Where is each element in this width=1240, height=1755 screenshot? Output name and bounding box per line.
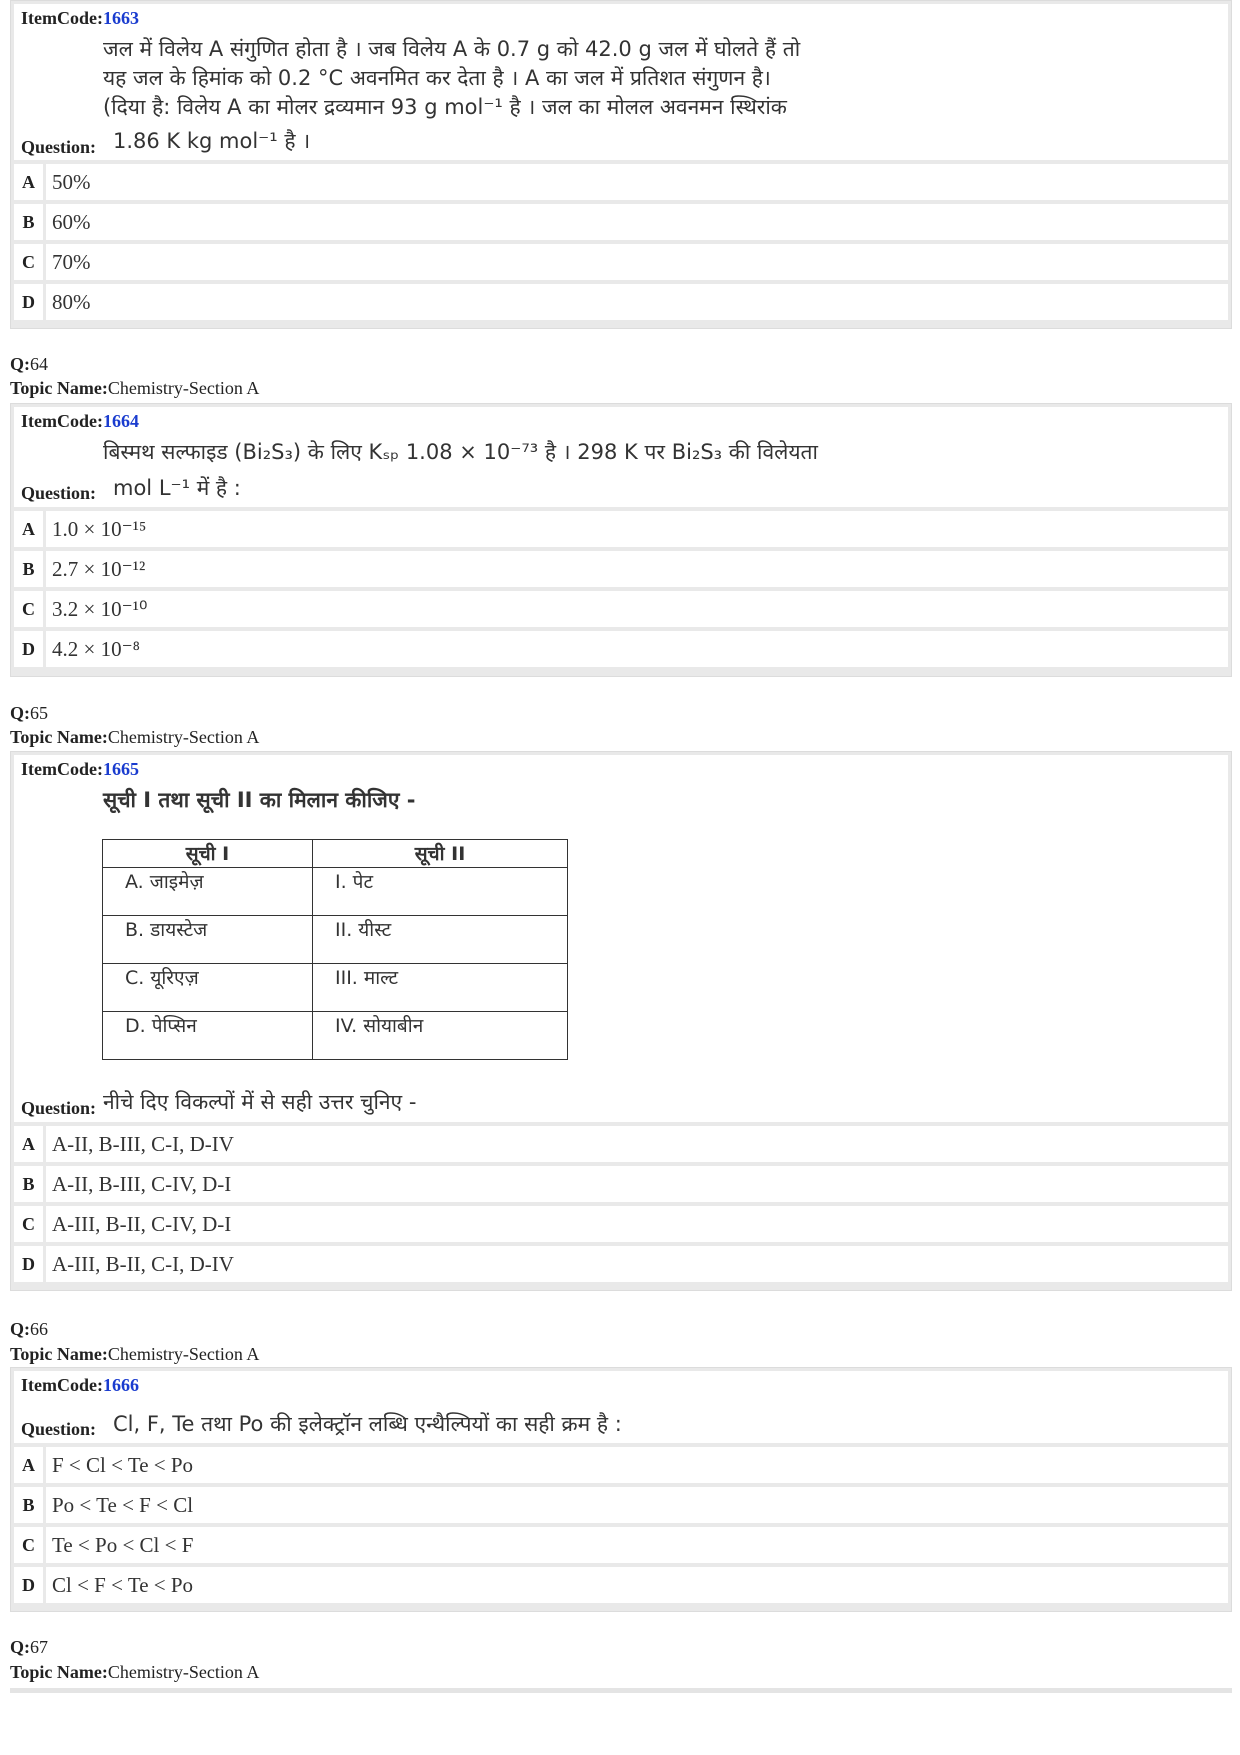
option-text: A-III, B-II, C-I, D-IV <box>46 1246 1228 1282</box>
option-c[interactable] <box>14 1527 1228 1563</box>
option-d[interactable] <box>14 1567 1228 1603</box>
topic-name: Topic Name:Chemistry-Section A <box>10 1344 260 1364</box>
question-line: 1.86 K kg mol⁻¹ है । <box>113 129 311 153</box>
option-d[interactable] <box>14 284 1228 320</box>
match-cell: D. पेप्सिन <box>103 1012 313 1060</box>
question-cell <box>14 407 1228 507</box>
option-text: F < Cl < Te < Po <box>46 1447 1228 1483</box>
option-text: A-III, B-II, C-IV, D-I <box>46 1206 1228 1242</box>
option-text: A-II, B-III, C-I, D-IV <box>46 1126 1228 1162</box>
option-letter: D <box>14 1567 43 1603</box>
match-heading: सूची I तथा सूची II का मिलान कीजिए - <box>103 788 416 812</box>
match-cell: IV. सोयाबीन <box>313 1012 568 1060</box>
option-letter: D <box>14 284 43 320</box>
question-number: Q:66 <box>10 1319 48 1339</box>
option-text: 80% <box>46 284 1228 320</box>
question-card-63 <box>10 0 1232 329</box>
question-card-65 <box>10 751 1232 1291</box>
question-cell <box>14 755 1228 1122</box>
question-cell <box>14 1371 1228 1443</box>
question-line: mol L⁻¹ में है : <box>113 476 241 500</box>
match-cell: II. यीस्ट <box>313 916 568 964</box>
option-text: 70% <box>46 244 1228 280</box>
match-col-2-header: सूची II <box>313 840 568 868</box>
question-label: Question: <box>21 1098 97 1118</box>
item-code: ItemCode:1666 <box>21 1375 139 1395</box>
option-letter: B <box>14 551 43 587</box>
item-code: ItemCode:1664 <box>21 411 139 431</box>
option-text: A-II, B-III, C-IV, D-I <box>46 1166 1228 1202</box>
match-cell: C. यूरिएज़ <box>103 964 313 1012</box>
option-letter: B <box>14 204 43 240</box>
question-line: बिस्मथ सल्फाइड (Bi₂S₃) के लिए Kₛₚ 1.08 × 10⁻⁷³ है । 298 K पर Bi₂S₃ की विलेयता <box>103 440 818 464</box>
question-line: जल में विलेय A संगुणित होता है । जब विलेय A के 0.7 g को 42.0 g जल में घोलते हैं तो <box>103 37 801 61</box>
match-table <box>102 839 568 1060</box>
question-cell <box>14 4 1228 160</box>
option-c[interactable] <box>14 591 1228 627</box>
option-letter: A <box>14 1126 43 1162</box>
question-card-64 <box>10 403 1232 677</box>
item-code: ItemCode:1665 <box>21 759 139 779</box>
option-c[interactable] <box>14 1206 1228 1242</box>
question-line: (दिया है: विलेय A का मोलर द्रव्यमान 93 g mol⁻¹ है । जल का मोलल अवनमन स्थिरांक <box>103 95 787 119</box>
option-letter: A <box>14 164 43 200</box>
option-letter: B <box>14 1487 43 1523</box>
question-number: Q:65 <box>10 703 48 723</box>
question-line: नीचे दिए विकल्पों में से सही उत्तर चुनिए - <box>103 1090 417 1114</box>
option-letter: C <box>14 1206 43 1242</box>
option-text: 3.2 × 10⁻¹⁰ <box>46 591 1228 627</box>
question-line: यह जल के हिमांक को 0.2 °C अवनमित कर देता है । A का जल में प्रतिशत संगुणन है। <box>103 66 771 90</box>
option-b[interactable] <box>14 204 1228 240</box>
option-letter: D <box>14 1246 43 1282</box>
option-letter: C <box>14 1527 43 1563</box>
question-label: Question: <box>21 137 97 157</box>
option-text: 50% <box>46 164 1228 200</box>
match-cell: III. माल्ट <box>313 964 568 1012</box>
item-code: ItemCode:1663 <box>21 8 139 28</box>
option-letter: D <box>14 631 43 667</box>
option-d[interactable] <box>14 1246 1228 1282</box>
option-b[interactable] <box>14 1487 1228 1523</box>
option-b[interactable] <box>14 1166 1228 1202</box>
option-a[interactable] <box>14 511 1228 547</box>
option-a[interactable] <box>14 1447 1228 1483</box>
question-label: Question: <box>21 1419 97 1439</box>
topic-name: Topic Name:Chemistry-Section A <box>10 1662 260 1682</box>
question-label: Question: <box>21 483 97 503</box>
option-b[interactable] <box>14 551 1228 587</box>
question-number: Q:67 <box>10 1637 48 1657</box>
option-letter: C <box>14 591 43 627</box>
topic-name: Topic Name:Chemistry-Section A <box>10 727 260 747</box>
option-text: Po < Te < F < Cl <box>46 1487 1228 1523</box>
option-d[interactable] <box>14 631 1228 667</box>
option-text: 60% <box>46 204 1228 240</box>
option-a[interactable] <box>14 164 1228 200</box>
match-cell: I. पेट <box>313 868 568 916</box>
option-letter: A <box>14 1447 43 1483</box>
option-text: 1.0 × 10⁻¹⁵ <box>46 511 1228 547</box>
option-text: 4.2 × 10⁻⁸ <box>46 631 1228 667</box>
match-cell: A. जाइमेज़ <box>103 868 313 916</box>
question-line: Cl, F, Te तथा Po की इलेक्ट्रॉन लब्धि एन्थैल्पियों का सही क्रम है : <box>113 1412 622 1436</box>
option-letter: A <box>14 511 43 547</box>
topic-name: Topic Name:Chemistry-Section A <box>10 378 260 398</box>
option-letter: B <box>14 1166 43 1202</box>
option-text: Cl < F < Te < Po <box>46 1567 1228 1603</box>
question-card-67 <box>10 1688 1232 1693</box>
option-text: 2.7 × 10⁻¹² <box>46 551 1228 587</box>
question-card-66 <box>10 1367 1232 1612</box>
question-number: Q:64 <box>10 354 48 374</box>
option-a[interactable] <box>14 1126 1228 1162</box>
match-col-1-header: सूची I <box>103 840 313 868</box>
option-letter: C <box>14 244 43 280</box>
option-c[interactable] <box>14 244 1228 280</box>
match-cell: B. डायस्टेज <box>103 916 313 964</box>
option-text: Te < Po < Cl < F <box>46 1527 1228 1563</box>
